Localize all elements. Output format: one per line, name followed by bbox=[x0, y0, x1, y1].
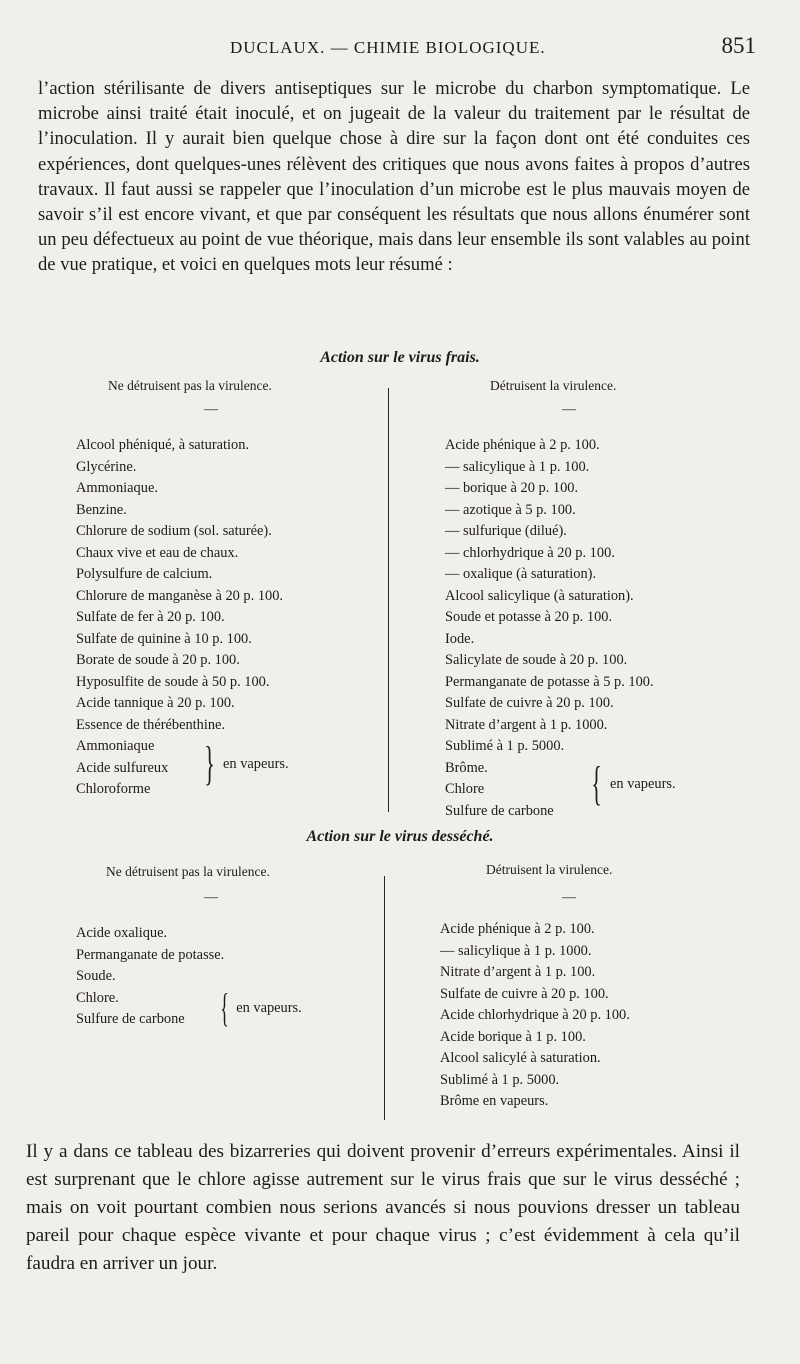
fresh-right-item: Brôme. bbox=[445, 759, 488, 776]
fresh-left-vapor-note: en vapeurs. bbox=[223, 755, 289, 772]
fresh-left-item: Sulfate de fer à 20 p. 100. bbox=[76, 609, 225, 625]
fresh-right-item: Sublimé à 1 p. 5000. bbox=[445, 738, 565, 754]
fresh-right-item: Sulfure de carbone bbox=[445, 802, 554, 819]
fresh-left-item: Ammoniaque. bbox=[76, 480, 158, 496]
dried-right-item: Sublimé à 1 p. 5000. bbox=[440, 1071, 560, 1088]
fresh-right-brace: { bbox=[591, 757, 602, 810]
dried-left-brace: { bbox=[220, 985, 229, 1030]
dried-left-dash: — bbox=[204, 890, 218, 905]
fresh-left-item: Acide tannique à 20 p. 100. bbox=[76, 695, 235, 711]
fresh-right-item: Chlore bbox=[445, 781, 485, 797]
fresh-right-item: — azotique à 5 p. 100. bbox=[445, 501, 576, 518]
dried-right-item: Acide borique à 1 p. 100. bbox=[440, 1028, 586, 1045]
dried-left-vapor-group bbox=[215, 986, 302, 1030]
dried-right-item: Alcool salicylé à saturation. bbox=[440, 1050, 601, 1066]
fresh-right-item: Salicylate de soude à 20 p. 100. bbox=[445, 652, 628, 668]
fresh-right-item: Nitrate d’argent à 1 p. 1000. bbox=[445, 716, 608, 733]
fresh-right-column-header: Détruisent la virulence. bbox=[490, 378, 617, 393]
fresh-right-dash: — bbox=[562, 402, 576, 417]
fresh-right-item: Soude et potasse à 20 p. 100. bbox=[445, 609, 613, 625]
fresh-left-item: Chlorure de sodium (sol. saturée). bbox=[76, 523, 272, 539]
fresh-virus-section-title: Action sur le virus frais. bbox=[320, 349, 480, 366]
dried-left-item: Permanganate de potasse. bbox=[76, 946, 225, 963]
dried-right-column-header: Détruisent la virulence. bbox=[486, 862, 613, 877]
dried-right-item: Acide phénique à 2 p. 100. bbox=[440, 921, 595, 937]
fresh-left-item: Chlorure de manganèse à 20 p. 100. bbox=[76, 587, 284, 604]
dried-left-item: Acide oxalique. bbox=[76, 925, 168, 941]
fresh-right-item: — sulfurique (dilué). bbox=[445, 523, 567, 539]
dried-right-item: Sulfate de cuivre à 20 p. 100. bbox=[440, 985, 609, 1002]
dried-column-divider bbox=[384, 876, 385, 1120]
page-number: 851 bbox=[721, 33, 756, 58]
dried-right-dash: — bbox=[562, 890, 576, 905]
fresh-left-item: Alcool phéniqué, à saturation. bbox=[76, 437, 250, 453]
fresh-right-item: Permanganate de potasse à 5 p. 100. bbox=[445, 673, 654, 690]
dried-left-vapor-note: en vapeurs. bbox=[236, 999, 302, 1016]
page-header bbox=[40, 33, 756, 66]
fresh-right-item: Iode. bbox=[445, 630, 475, 647]
fresh-left-item: Chloroforme bbox=[76, 781, 151, 797]
fresh-right-item: — salicylique à 1 p. 100. bbox=[445, 458, 590, 475]
fresh-right-item: Alcool salicylique (à saturation). bbox=[445, 587, 634, 604]
fresh-left-column-header: Ne détruisent pas la virulence. bbox=[108, 378, 272, 393]
fresh-right-item: Acide phénique à 2 p. 100. bbox=[445, 437, 600, 453]
fresh-right-vapor-group bbox=[585, 755, 676, 813]
fresh-left-item: Polysulfure de calcium. bbox=[76, 566, 213, 582]
fresh-left-item: Hyposulfite de soude à 50 p. 100. bbox=[76, 673, 270, 690]
fresh-left-item: Sulfate de quinine à 10 p. 100. bbox=[76, 630, 252, 647]
dried-left-item: Sulfure de carbone bbox=[76, 1011, 185, 1027]
dried-left-item: Chlore. bbox=[76, 989, 119, 1006]
fresh-left-dash: — bbox=[204, 402, 218, 417]
fresh-left-item: Acide sulfureux bbox=[76, 759, 169, 776]
fresh-left-item: Glycérine. bbox=[76, 458, 137, 475]
fresh-left-item: Benzine. bbox=[76, 501, 127, 518]
fresh-right-item: Sulfate de cuivre à 20 p. 100. bbox=[445, 695, 614, 711]
dried-right-list bbox=[440, 919, 630, 1113]
dried-left-item: Soude. bbox=[76, 968, 116, 984]
dried-right-item: — salicylique à 1 p. 1000. bbox=[440, 942, 592, 959]
fresh-left-vapor-group bbox=[198, 732, 289, 796]
fresh-column-divider bbox=[388, 388, 389, 812]
running-title: DUCLAUX. — CHIMIE BIOLOGIQUE. bbox=[230, 38, 546, 57]
dried-virus-section-title: Action sur le virus desséché. bbox=[306, 828, 494, 845]
dried-left-list bbox=[76, 923, 224, 1031]
fresh-right-item: — chlorhydrique à 20 p. 100. bbox=[445, 544, 615, 561]
dried-right-item: Brôme en vapeurs. bbox=[440, 1093, 549, 1109]
dried-right-item: Acide chlorhydrique à 20 p. 100. bbox=[440, 1007, 630, 1023]
fresh-right-item: — borique à 20 p. 100. bbox=[445, 480, 579, 496]
fresh-left-brace: } bbox=[204, 737, 215, 790]
fresh-right-vapor-note: en vapeurs. bbox=[610, 775, 676, 792]
fresh-left-item: Essence de thérébenthine. bbox=[76, 716, 226, 733]
fresh-left-item: Borate de soude à 20 p. 100. bbox=[76, 652, 240, 668]
dried-left-column-header: Ne détruisent pas la virulence. bbox=[106, 864, 270, 879]
dried-right-item: Nitrate d’argent à 1 p. 100. bbox=[440, 964, 596, 980]
fresh-left-item: Chaux vive et eau de chaux. bbox=[76, 544, 239, 561]
fresh-left-item: Ammoniaque bbox=[76, 738, 155, 754]
intro-paragraph: l’action stérilisante de divers antiseptiques sur le microbe du charbon symptomatique. Le microbe ainsi traité était inoculé, et on jugeait de la valeur du traitement par le résultat de l’inoculation. Il y aurait bien quelque chose à dire sur la façon dont ont été conduites ces expériences, dont quelques-unes rélèvent des critiques que nous avons faites à propos d’autres travaux. Il faut aussi se rappeler que l’inoculation d’un microbe est le plus mauvais moyen de savoir s’il est encore vivant, et que par conséquent les résultats que nous allons énumérer sont un peu défectueux au point de vue théorique, mais dans leur ensemble ils sont valables au point de vue pratique, et voici en quelques mots leur résumé : bbox=[38, 78, 750, 276]
fresh-right-item: — oxalique (à saturation). bbox=[445, 566, 597, 582]
closing-paragraph: Il y a dans ce tableau des bizarreries qui doivent provenir d’erreurs expérimentales. Ainsi il est surprenant que le chlore agisse autrement sur le virus frais que sur le virus desséché ; mais on voit pourtant combien nous serions avancés si nous pouvions dresser un tableau pareil pour chaque espèce vivante et pour chaque virus ; c’est évidemment à cela qu’il faudra en arriver un jour. bbox=[26, 1141, 740, 1274]
